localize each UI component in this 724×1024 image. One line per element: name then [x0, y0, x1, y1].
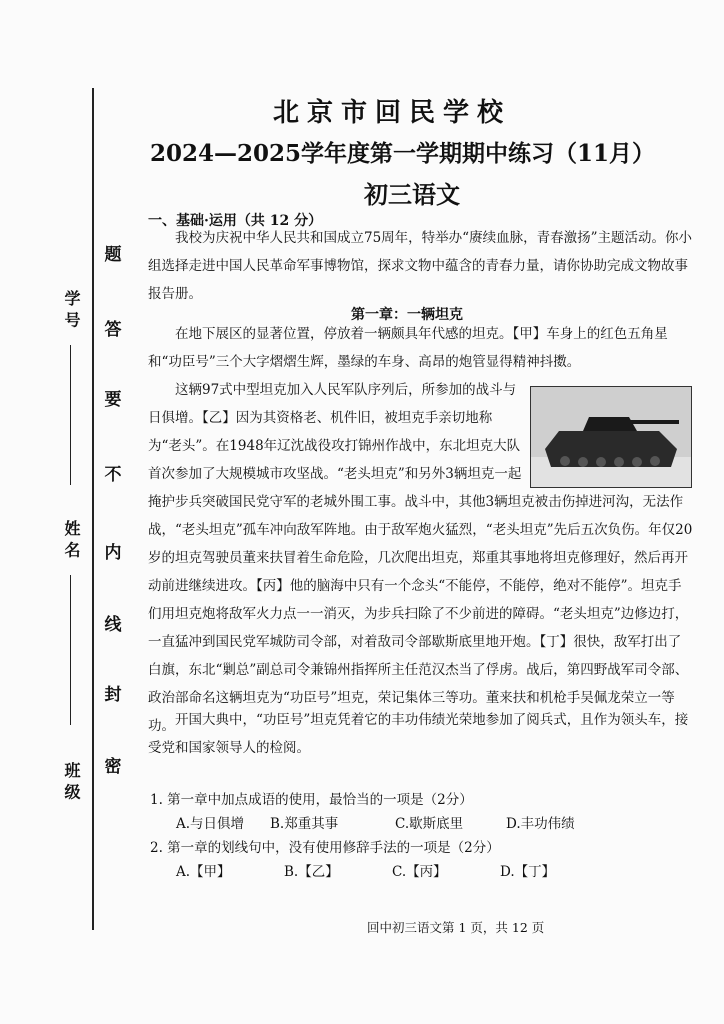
school-name: 北京市回民学校 — [272, 98, 511, 128]
question-option[interactable]: C.歇斯底里 — [395, 816, 464, 832]
name-label: 姓 名 — [62, 520, 81, 558]
class-label: 班 级 — [62, 762, 81, 800]
question-stem: 2. 第一章的划线句中，没有使用修辞手法的一项是（2分） — [150, 840, 500, 856]
exam-title: 2024—2025学年度第一学期期中练习（11月） — [150, 140, 656, 167]
student-id-line[interactable] — [70, 345, 71, 485]
seal-char: 线 — [104, 615, 122, 635]
subject-title: 初三语文 — [364, 180, 460, 209]
seal-char: 答 — [104, 320, 122, 340]
question-option[interactable]: C.【丙】 — [392, 864, 447, 880]
question-option[interactable]: B.【乙】 — [284, 864, 339, 880]
seal-char: 封 — [104, 685, 122, 705]
photo-spacer — [524, 376, 694, 486]
seal-char: 要 — [104, 390, 122, 410]
chapter-title: 第一章：一辆坦克 — [351, 307, 463, 323]
seal-char: 内 — [104, 543, 122, 563]
chapter-paragraph-closing: 开国大典中，“功臣号”坦克凭着它的丰功伟绩光荣地参加了阅兵式，且作为领头车，接受党和国家领导人的检阅。 — [148, 712, 689, 756]
binding-line — [92, 88, 94, 930]
seal-char: 不 — [104, 465, 122, 485]
question-stem: 1. 第一章中加点成语的使用，最恰当的一项是（2分） — [150, 792, 473, 808]
chapter-paragraph: 在地下展区的显著位置，停放着一辆颇具年代感的坦克。【甲】车身上的红色五角星和“功臣号”三个大字熠熠生辉，墨绿的车身、高昂的炮管显得精神抖擞。 — [148, 326, 668, 370]
question-option[interactable]: A.与日俱增 — [176, 816, 245, 832]
page-footer: 回中初三语文第 1 页，共 12 页 — [367, 920, 545, 935]
chapter-paragraph-main — [148, 376, 694, 740]
question-option[interactable]: B.郑重其事 — [270, 816, 339, 832]
question-option[interactable]: A.【甲】 — [176, 864, 231, 880]
question-option[interactable]: D.丰功伟绩 — [506, 816, 575, 832]
chapter-paragraph-text: 这辆97式中型坦克加入人民军队序列后，所参加的战斗与日俱增。【乙】因为其资格老、机件旧，被坦克手亲切地称为“老头”。在1948年辽沈战役攻打锦州作战中，东北坦克大队首次参加了大规模城市攻坚战。“老头坦克”和另外3辆坦克一起掩护步兵突破国民党守军的老城外围工事。战斗中，其他3辆坦克被击伤掉进河沟，无法作战，“老头坦克”孤车冲向敌军阵地。由于敌军炮火猛烈，“老头坦克”先后五次负伤。年仅20岁的坦克驾驶员董来扶冒着生命危险，几次爬出坦克，郑重其事地将坦克修理好，然后再开动前进继续进攻。【丙】他的脑海中只有一个念头“不能停，不能停，绝对不能停”。坦克手们用坦克炮将敌军火力点一一消灭，为步兵扫除了不少前进的障碍。“老头坦克”边修边打，一直猛冲到国民党军城防司令部，对着敌司令部歇斯底里地开炮。【丁】很快，敌军打出了白旗，东北“剿总”副总司令兼锦州指挥所主任范汉杰当了俘虏。战后，第四野战军司令部、政治部命名这辆坦克为“功臣号”坦克，荣记集体三等功。董来扶和机枪手吴佩龙荣立一等功。 — [148, 382, 693, 734]
seal-char: 题 — [104, 245, 122, 265]
question-option[interactable]: D.【丁】 — [500, 864, 556, 880]
student-id-label: 学 号 — [62, 290, 81, 328]
section-heading: 一、基础·运用（共 12 分） — [148, 213, 323, 229]
section-intro: 我校为庆祝中华人民共和国成立75周年，特举办“赓续血脉，青春激扬”主题活动。你小组选择走进中国人民革命军事博物馆，探求文物中蕴含的青春力量，请你协助完成文物故事报告册。 — [148, 230, 692, 302]
name-line[interactable] — [70, 575, 71, 725]
seal-char: 密 — [104, 757, 122, 777]
